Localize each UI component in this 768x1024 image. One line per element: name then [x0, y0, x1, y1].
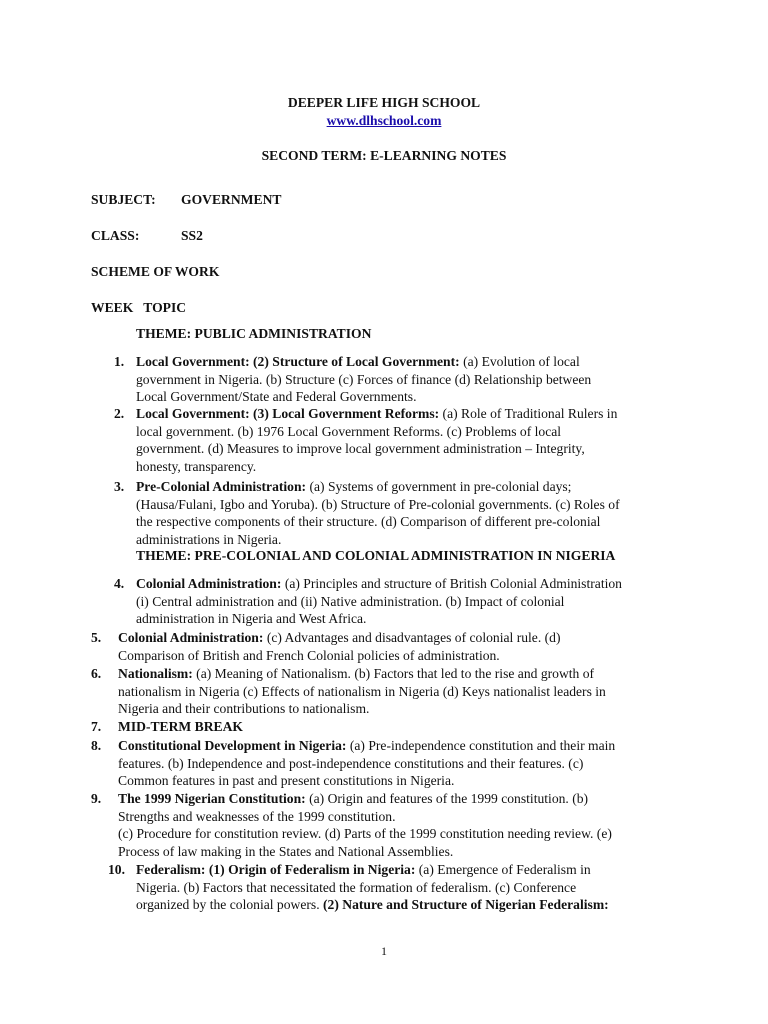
- website-link[interactable]: www.dlhschool.com: [326, 113, 442, 128]
- list-item-number: 6.: [91, 666, 102, 681]
- list-item-number: 2.: [114, 406, 125, 421]
- theme-heading: THEME: PUBLIC ADMINISTRATION: [136, 326, 372, 341]
- subject-label: SUBJECT:: [91, 192, 156, 207]
- list-item: Federalism: (1) Origin of Federalism in Nigeria: (a) Emergence of Federalism in Nigeria. (b) Factors that necessitated the formation of federalism. (c) Conference organized by the colonial powers. (2) Nature and Structure of Nigerian Federalism:: [136, 862, 609, 913]
- mid-term-break: MID-TERM BREAK: [118, 719, 243, 734]
- list-item-number: 3.: [114, 479, 125, 494]
- school-name: DEEPER LIFE HIGH SCHOOL: [287, 95, 481, 110]
- list-item-number: 1.: [114, 354, 125, 369]
- scheme-heading: SCHEME OF WORK: [91, 264, 220, 279]
- list-item: The 1999 Nigerian Constitution: (a) Origin and features of the 1999 constitution. (b) Strengths and weaknesses of the 1999 constitution. (c) Procedure for constitution review. (d) Parts of the 1999 constitution needing review. (e) Process of law making in the States and National Assemblies.: [118, 791, 612, 859]
- list-item-number: 4.: [114, 576, 125, 591]
- list-item-number: 8.: [91, 738, 102, 753]
- list-item: Colonial Administration: (c) Advantages and disadvantages of colonial rule. (d) Comparison of British and French Colonial policies of administration.: [118, 630, 561, 663]
- list-item-number: 5.: [91, 630, 102, 645]
- list-item: Pre-Colonial Administration: (a) Systems of government in pre-colonial days; (Hausa/Fulani, Igbo and Yoruba). (b) Structure of Pre-colonial governments. (c) Roles of the respective components of their structure. (d) Comparison of different pre-colonial administrations in Nigeria.: [136, 479, 620, 547]
- list-item: Constitutional Development in Nigeria: (a) Pre-independence constitution and their main features. (b) Independence and post-independence constitutions and their features. (c) Common features in past and present constitutions in Nigeria.: [118, 738, 616, 789]
- class-value: SS2: [181, 228, 203, 243]
- week-topic-heading: WEEK TOPIC: [91, 300, 187, 315]
- list-item-number: 9.: [91, 791, 102, 806]
- theme-heading: THEME: PRE-COLONIAL AND COLONIAL ADMINISTRATION IN NIGERIA: [136, 548, 616, 563]
- term-title: SECOND TERM: E-LEARNING NOTES: [261, 148, 507, 163]
- list-item: Local Government: (3) Local Government Reforms: (a) Role of Traditional Rulers in local government. (b) 1976 Local Government Reforms. (c) Problems of local government. (d) Measures to improve local government administration – Integrity, honesty, transparency.: [136, 406, 618, 474]
- list-item: Colonial Administration: (a) Principles and structure of British Colonial Administration (i) Central administration and (ii) Native administration. (b) Impact of colonial administration in Nigeria and West Africa.: [136, 576, 622, 627]
- list-item: Local Government: (2) Structure of Local Government: (a) Evolution of local government in Nigeria. (b) Structure (c) Forces of finance (d) Relationship between Local Government/State and Federal Governments.: [136, 354, 592, 405]
- list-item-number: 7.: [91, 719, 102, 734]
- list-item-number: 10.: [108, 862, 125, 877]
- class-label: CLASS:: [91, 228, 140, 243]
- page-number: 1: [381, 944, 387, 958]
- subject-value: GOVERNMENT: [181, 192, 282, 207]
- list-item: Nationalism: (a) Meaning of Nationalism. (b) Factors that led to the rise and growth of nationalism in Nigeria (c) Effects of nationalism in Nigeria (d) Keys nationalist leaders in Nigeria and their contributions to nationalism.: [118, 666, 606, 717]
